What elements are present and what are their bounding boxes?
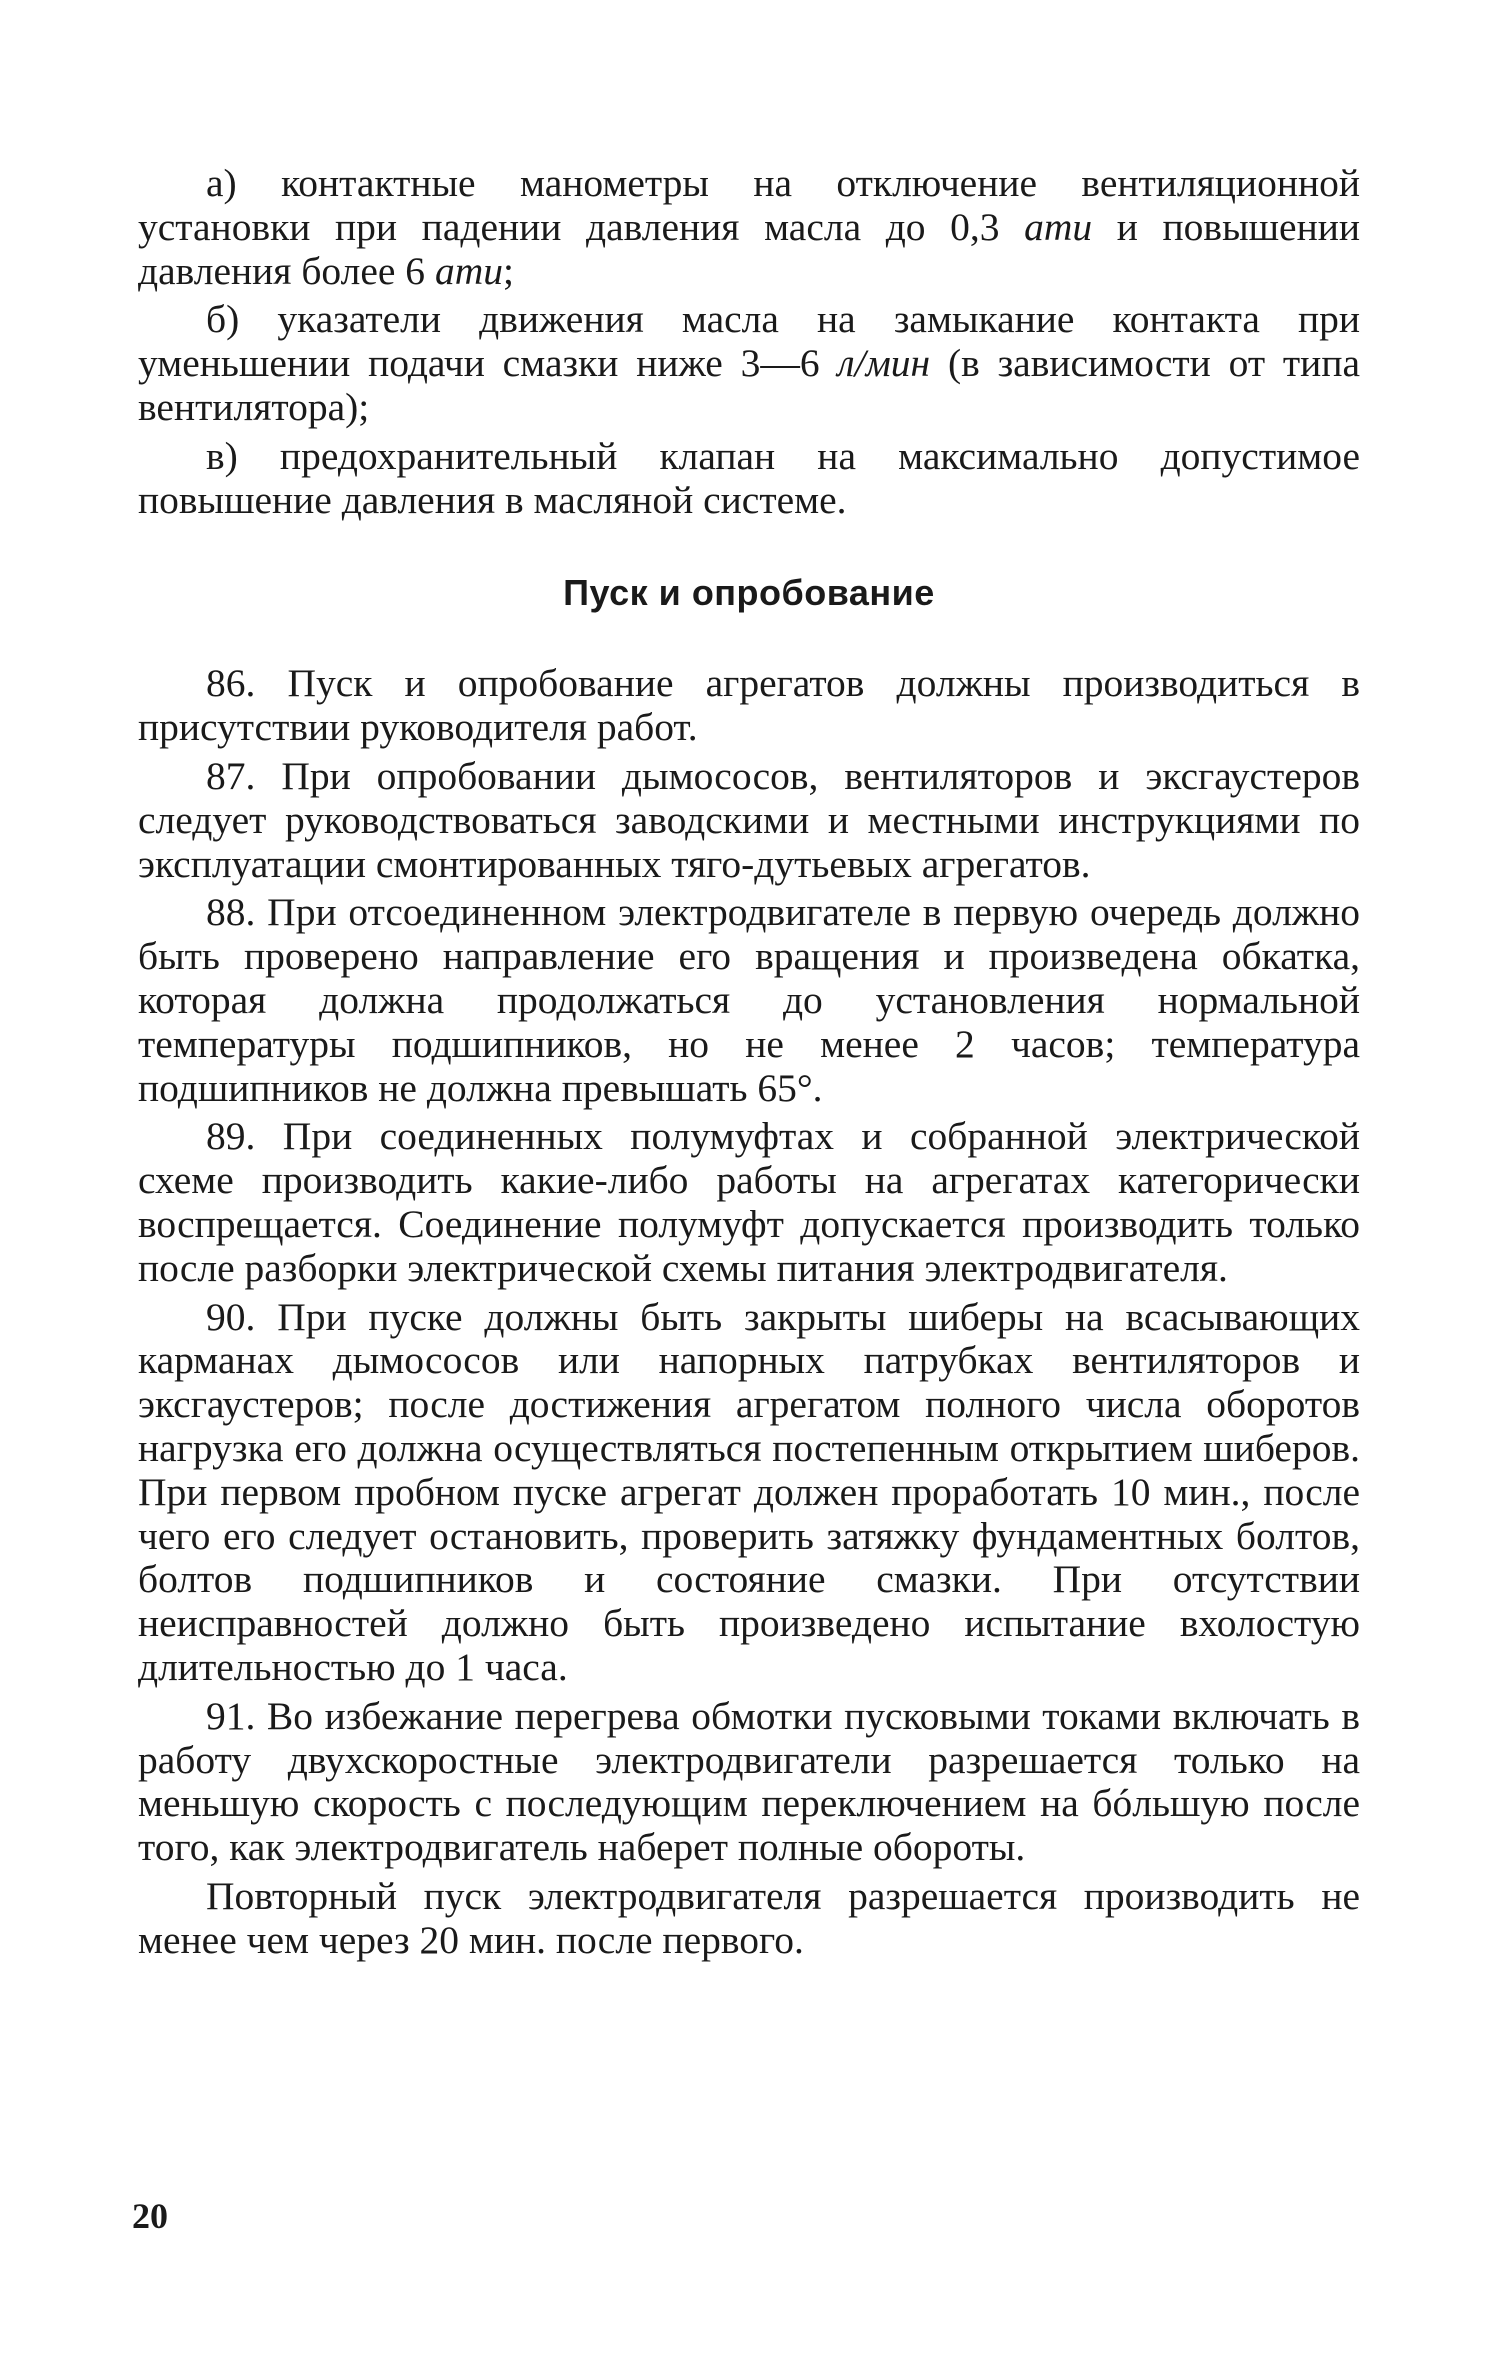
intro-item-a-text-2: и повышении давления более 6: [138, 204, 1360, 293]
intro-item-b: [138, 298, 1360, 429]
intro-item-c-text: в) предохранительный клапан на максимально допустимое повышение давления в масляной системе.: [138, 433, 1360, 522]
intro-item-c: [138, 435, 1360, 523]
unit-ati-1: ати: [1024, 204, 1093, 249]
paragraph-repeat-start: Повторный пуск электродвигателя разрешается производить не менее чем через 20 мин. после первого.: [138, 1873, 1360, 1962]
unit-ati-2: ати: [434, 248, 503, 293]
intro-item-a: [138, 162, 1360, 293]
section-heading: Пуск и опробование: [563, 572, 935, 614]
paragraph-88: 88. При отсоединенном электродвигателе в первую очередь должно быть проверено направление его вращения и произведена обкатка, которая должна продолжаться до установления нормальной температуры подшипников, но не менее 2 часов; температура подшипников не должна превышать 65°.: [138, 890, 1360, 1110]
intro-item-b-text-2: (в зависимости от типа вентилятора);: [138, 341, 1360, 429]
paragraph-86: 86. Пуск и опробование агрегатов должны производиться в присутствии руководителя работ.: [138, 661, 1360, 750]
paragraph-87: 87. При опробовании дымососов, вентиляторов и эксгаустеров следует руководствоваться заводскими и местными инструкциями по эксплуатации смонтированных тяго-дутьевых агрегатов.: [138, 753, 1360, 886]
paragraph-90: 90. При пуске должны быть закрыты шиберы на всасывающих карманах дымососов или напорных патрубках вентиляторов и эксгаустеров; после достижения агрегатом полного числа оборотов нагрузка его должна осуществляться постепенным открытием шиберов. При первом пробном пуске агрегат должен проработать 10 мин., после чего его следует остановить, проверить затяжку фундаментных болтов, болтов подшипников и состояние смазки. При отсутствии неисправностей должно быть произведено испытание вхолостую длительностью до 1 часа.: [138, 1294, 1360, 1689]
intro-item-a-text-1: а) контактные манометры на отключение вентиляционной установки при падении давления масла до 0,3: [138, 161, 1360, 249]
unit-l-min: л/мин: [837, 341, 931, 386]
intro-item-b-text-1: б) указатели движения масла на замыкание контакта при уменьшении подачи смазки ниже 3—6: [138, 297, 1360, 386]
page-number: 20: [132, 2196, 168, 2236]
paragraph-91: 91. Во избежание перегрева обмотки пусковыми токами включать в работу двухскоростные электродвигатели разрешается только на меньшую скорость с последующим переключением на бóльшую после того, как электродвигатель наберет полные обороты.: [138, 1693, 1360, 1870]
intro-item-a-text-3: ;: [502, 248, 514, 293]
paragraph-89: 89. При соединенных полумуфтах и собранной электрической схеме производить какие-либо работы на агрегатах категорически воспрещается. Соединение полумуфт допускается производить только после разборки электрической схемы питания электродвигателя.: [138, 1114, 1360, 1290]
